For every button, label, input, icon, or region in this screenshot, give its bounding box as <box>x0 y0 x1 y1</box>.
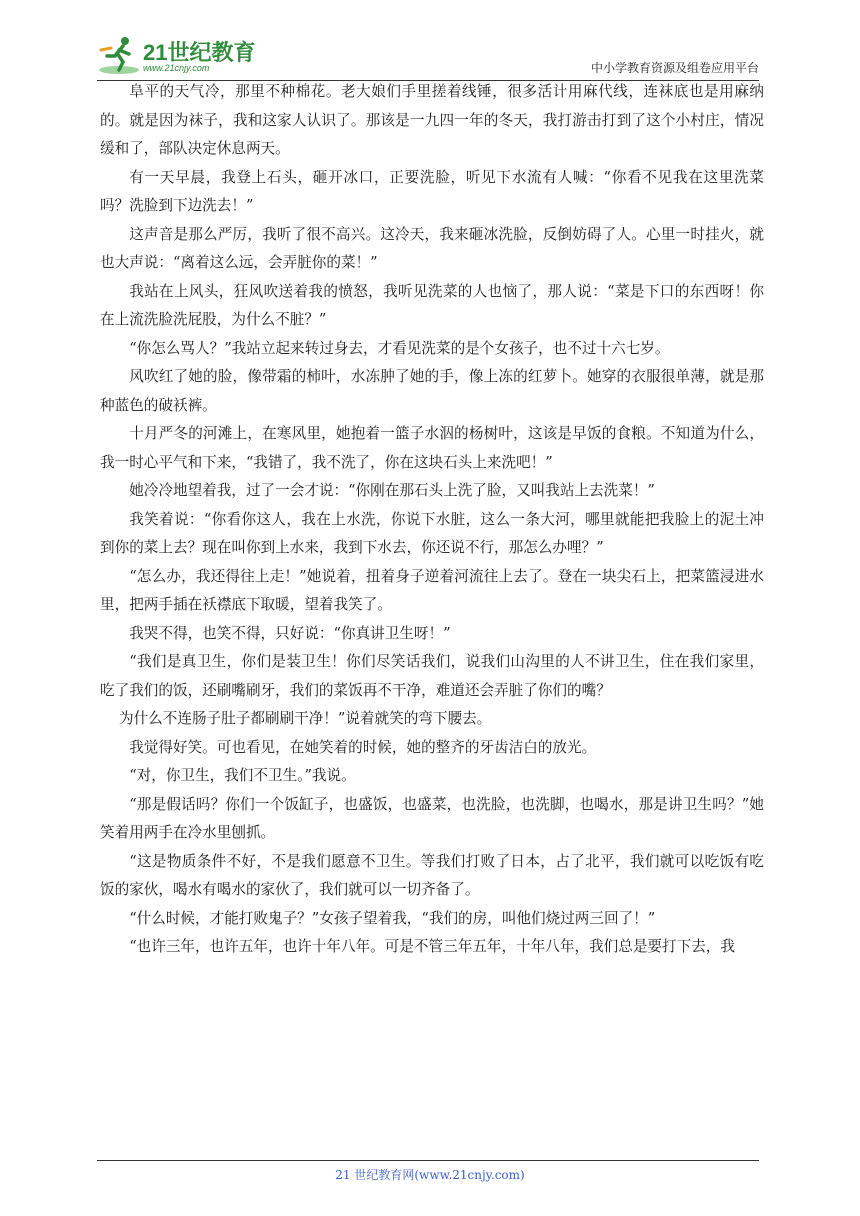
paragraph: “怎么办，我还得往上走！”她说着，扭着身子逆着河流往上去了。登在一块尖石上，把菜篮浸进水里，把两手插在袄襟底下取暖，望着我笑了。 <box>100 567 764 613</box>
logo <box>97 34 267 76</box>
logo-text: 21世纪教育 <box>143 40 256 65</box>
paragraph: 风吹红了她的脸，像带霜的柿叶，水冻肿了她的手，像上冻的红萝卜。她穿的衣服很单薄，就是那种蓝色的破袄裤。 <box>100 368 764 414</box>
paragraph: “那是假话吗？你们一个饭缸子，也盛饭，也盛菜，也洗脸，也洗脚，也喝水，那是讲卫生吗？”她笑着用两手在冷水里刨抓。 <box>100 795 764 841</box>
footer-divider <box>97 1160 759 1161</box>
header-platform-text: 中小学教育资源及组卷应用平台 <box>590 61 759 75</box>
paragraph: 为什么不连肠子肚子都刷刷干净！”说着就笑的弯下腰去。 <box>118 710 492 727</box>
paragraph: 十月严冬的河滩上，在寒风里，她抱着一篮子水泅的杨树叶，这该是早饭的食粮。不知道为什么，我一时心平气和下来，“我错了，我不洗了，你在这块石头上来洗吧！” <box>100 425 764 471</box>
paragraph: 我站在上风头，狂风吹送着我的愤怒，我听见洗菜的人也恼了，那人说：“菜是下口的东西呀！你在上流洗脸洗屁股，为什么不脏？” <box>100 282 764 328</box>
paragraph: 她冷冷地望着我，过了一会才说：“你刚在那石头上洗了脸，又叫我站上去洗菜！” <box>129 482 655 499</box>
paragraph: 阜平的天气冷，那里不种棉花。老大娘们手里搓着线锤，很多活计用麻代线，连袜底也是用麻纳的。就是因为袜子，我和这家人认识了。那该是一九四一年的冬天，我打游击打到了这个小村庄，情况缓和了，部队决定休息两天。 <box>100 83 764 157</box>
paragraph: “也许三年，也许五年，也许十年八年。可是不管三年五年，十年八年，我们总是要打下去，我 <box>129 938 735 955</box>
article-body <box>100 78 764 962</box>
logo-url: www.21cnjy.com <box>143 63 210 73</box>
paragraph: “这是物质条件不好，不是我们愿意不卫生。等我们打败了日本，占了北平，我们就可以吃饭有吃饭的家伙，喝水有喝水的家伙了，我们就可以一切齐备了。 <box>100 852 764 898</box>
paragraph: “我们是真卫生，你们是装卫生！你们尽笑话我们，说我们山沟里的人不讲卫生，住在我们家里，吃了我们的饭，还刷嘴刷牙，我们的菜饭再不干净，难道还会弄脏了你们的嘴？ <box>100 653 764 699</box>
paragraph: 我哭不得，也笑不得，只好说：“你真讲卫生呀！” <box>129 624 451 642</box>
paragraph: 有一天早晨，我登上石头，砸开冰口，正要洗脸，听见下水流有人喊：“你看不见我在这里洗菜吗？洗脸到下边洗去！” <box>100 168 764 214</box>
paragraph: “对，你卫生，我们不卫生。”我说。 <box>129 767 356 784</box>
paragraph: 这声音是那么严厉，我听了很不高兴。这冷天，我来砸冰洗脸，反倒妨碍了人。心里一时挂火，就也大声说：“离着这么远，会弄脏你的菜！” <box>100 225 764 271</box>
paragraph: “什么时候，才能打败鬼子？”女孩子望着我，“我们的房，叫他们烧过两三回了！” <box>129 909 656 927</box>
page-header <box>97 30 759 81</box>
paragraph: 我觉得好笑。可也看见，在她笑着的时候，她的整齐的牙齿洁白的放光。 <box>129 738 597 756</box>
runner-logo-icon <box>97 34 141 76</box>
page-footer: 21 世纪教育网(www.21cnjy.com) <box>335 1168 525 1182</box>
paragraph: “你怎么骂人？”我站立起来转过身去，才看见洗菜的是个女孩子，也不过十六七岁。 <box>129 339 670 357</box>
paragraph: 我笑着说：“你看你这人，我在上水洗，你说下水脏，这么一条大河，哪里就能把我脸上的泥土冲到你的菜上去？现在叫你到上水来，我到下水去，你还说不行，那怎么办哩？” <box>100 510 764 556</box>
